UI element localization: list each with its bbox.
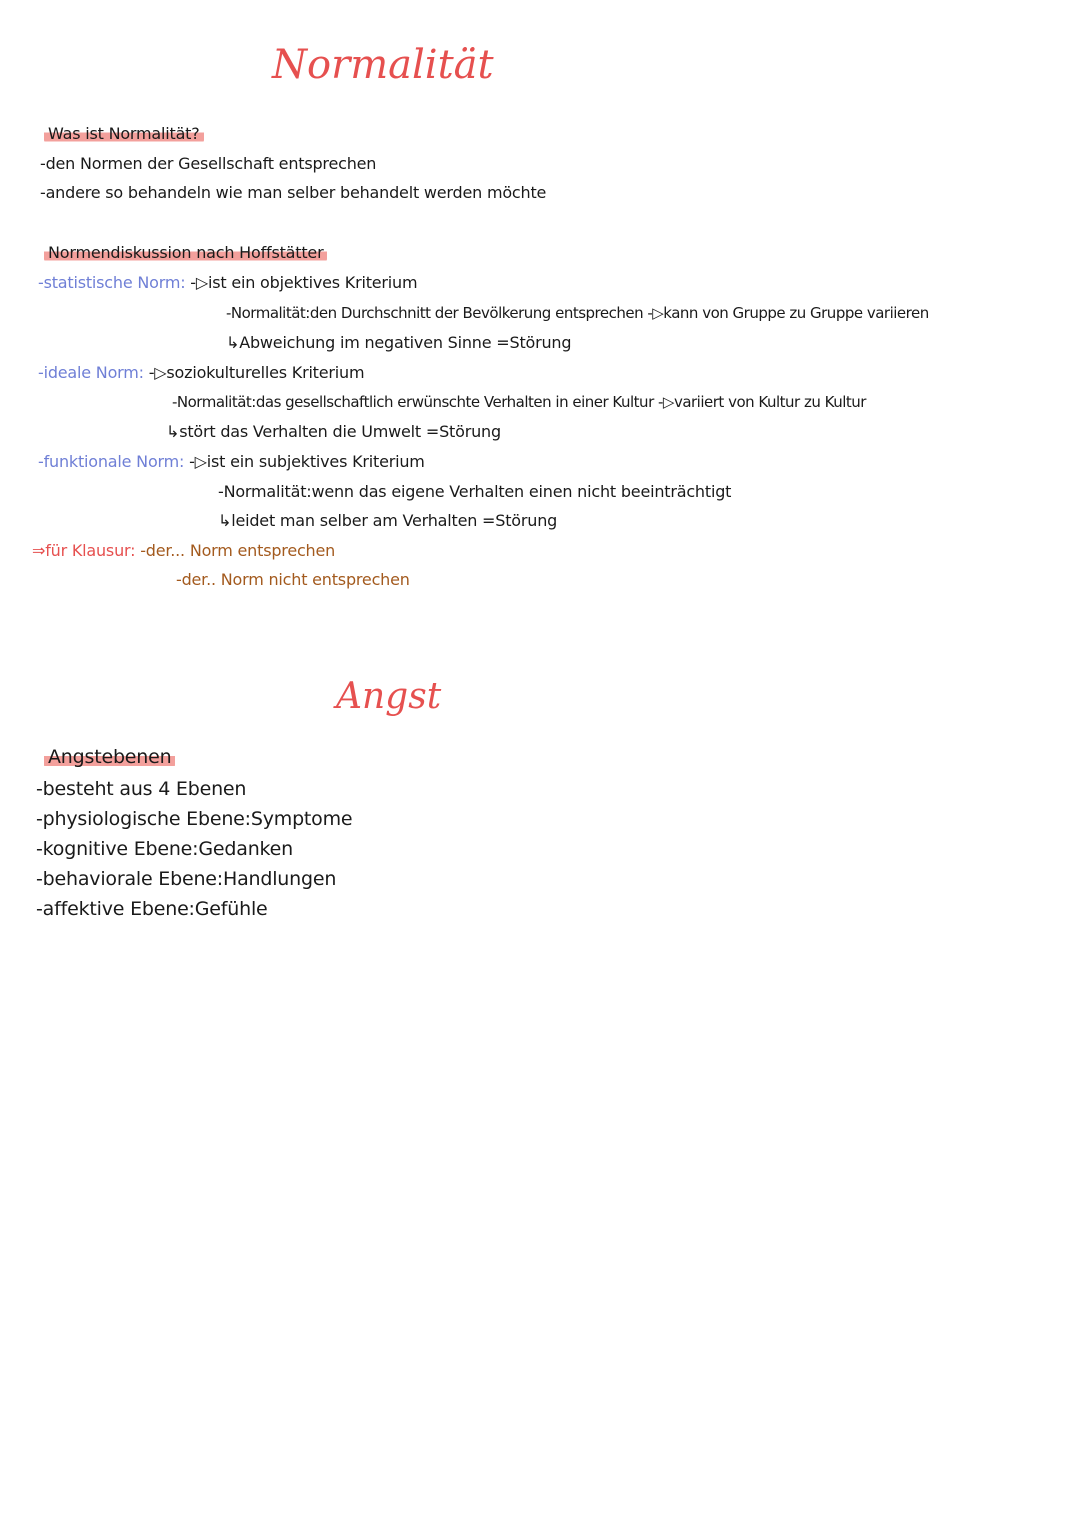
- functional-norm-row: [38, 452, 425, 472]
- angst-heading: [44, 745, 175, 769]
- statistic-norm-desc: -▷ist ein objektives Kriterium: [190, 273, 418, 292]
- angst-item: -physiologische Ebene:Symptome: [36, 808, 353, 830]
- angst-item: -kognitive Ebene:Gedanken: [36, 838, 293, 860]
- page-title: Normalität: [272, 42, 494, 88]
- ideal-norm-row: [38, 363, 364, 383]
- angst-item: -besteht aus 4 Ebenen: [36, 778, 247, 800]
- statistic-norm-label: -statistische Norm:: [38, 273, 186, 292]
- functional-norm-line: -Normalität:wenn das eigene Verhalten einen nicht beeinträchtigt: [218, 482, 732, 501]
- question-heading: [44, 124, 204, 144]
- exam-row: [32, 541, 335, 561]
- functional-norm-label: -funktionale Norm:: [38, 452, 185, 471]
- statistic-norm-line: -Normalität:den Durchschnitt der Bevölkerung entsprechen -▷kann von Gruppe zu Gruppe variieren: [226, 304, 929, 322]
- ideal-norm-label: -ideale Norm:: [38, 363, 144, 382]
- functional-norm-desc: -▷ist ein subjektives Kriterium: [189, 452, 425, 471]
- exam-line: -der.. Norm nicht entsprechen: [176, 570, 410, 589]
- statistic-norm-row: [38, 273, 417, 293]
- question-heading-text: Was ist Normalität?: [44, 124, 204, 143]
- ideal-norm-line: ↳stört das Verhalten die Umwelt =Störung: [166, 422, 501, 441]
- angst-item: -behaviorale Ebene:Handlungen: [36, 868, 337, 890]
- discussion-heading: [44, 243, 327, 263]
- exam-prefix: ⇒für Klausur:: [32, 541, 136, 560]
- question-item: -den Normen der Gesellschaft entsprechen: [40, 154, 377, 173]
- functional-norm-line: ↳leidet man selber am Verhalten =Störung: [218, 511, 558, 530]
- angst-title: Angst: [336, 676, 442, 717]
- ideal-norm-line: -Normalität:das gesellschaftlich erwünschte Verhalten in einer Kultur -▷variiert von Kultur zu Kultur: [172, 393, 866, 411]
- angst-item: -affektive Ebene:Gefühle: [36, 898, 268, 920]
- ideal-norm-desc: -▷soziokulturelles Kriterium: [148, 363, 365, 382]
- discussion-heading-text: Normendiskussion nach Hoffstätter: [44, 243, 327, 262]
- question-item: -andere so behandeln wie man selber behandelt werden möchte: [40, 183, 547, 202]
- angst-heading-text: Angstebenen: [44, 746, 175, 768]
- exam-line: -der... Norm entsprechen: [140, 541, 336, 560]
- statistic-norm-line: ↳Abweichung im negativen Sinne =Störung: [226, 333, 572, 352]
